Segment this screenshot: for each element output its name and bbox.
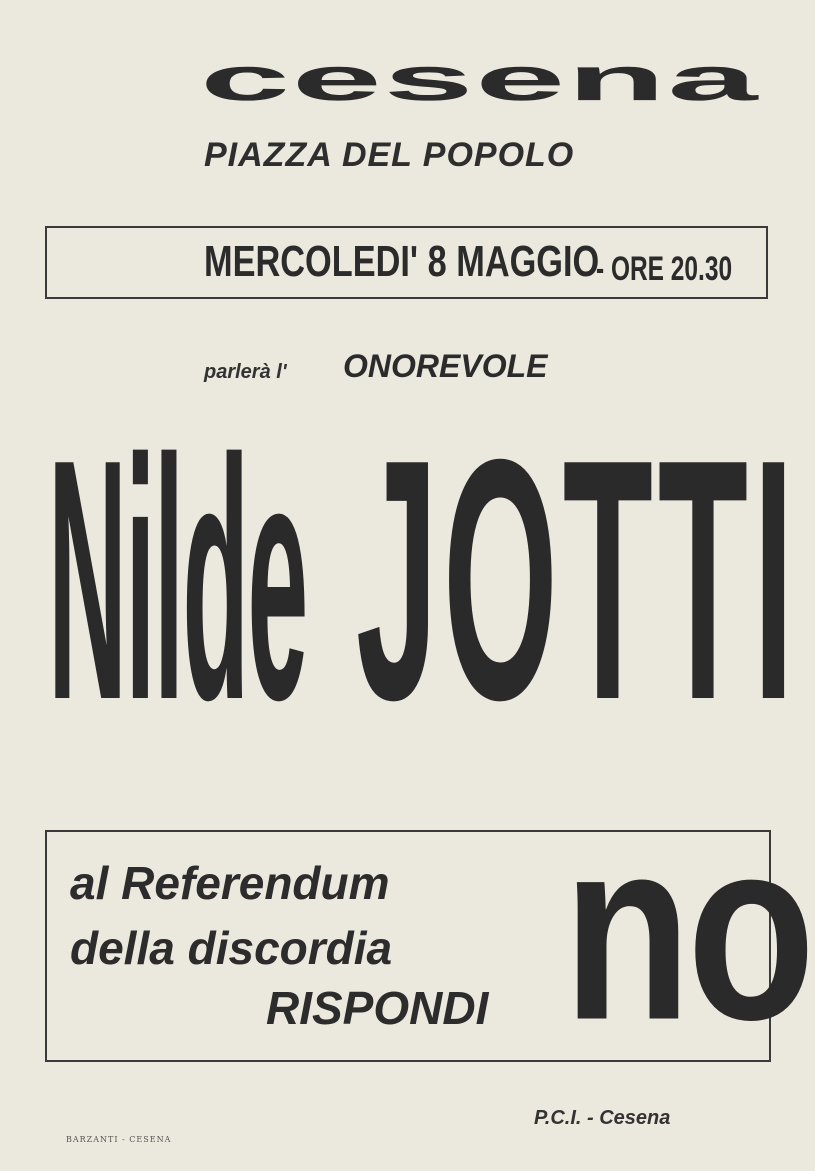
referendum-line-3: RISPONDI [266,982,489,1034]
event-time: - ORE 20.30 [596,250,733,288]
referendum-line-2: della discordia [70,922,393,974]
speaker-title: ONOREVOLE [343,348,548,384]
printer-credit: BARZANTI - CESENA [66,1135,172,1144]
venue-name: PIAZZA DEL POPOLO [204,136,575,174]
speaker-first-name: Nilde [48,389,307,772]
speaker-last-name: JOTTI [356,389,799,772]
vote-answer: no [563,784,812,1074]
event-date: MERCOLEDI' 8 MAGGIO [204,237,600,286]
party-signature: P.C.I. - Cesena [534,1107,671,1129]
city-heading: cesena [200,44,760,114]
referendum-line-1: al Referendum [70,857,390,909]
speaks-intro: parlerà l' [204,361,287,383]
